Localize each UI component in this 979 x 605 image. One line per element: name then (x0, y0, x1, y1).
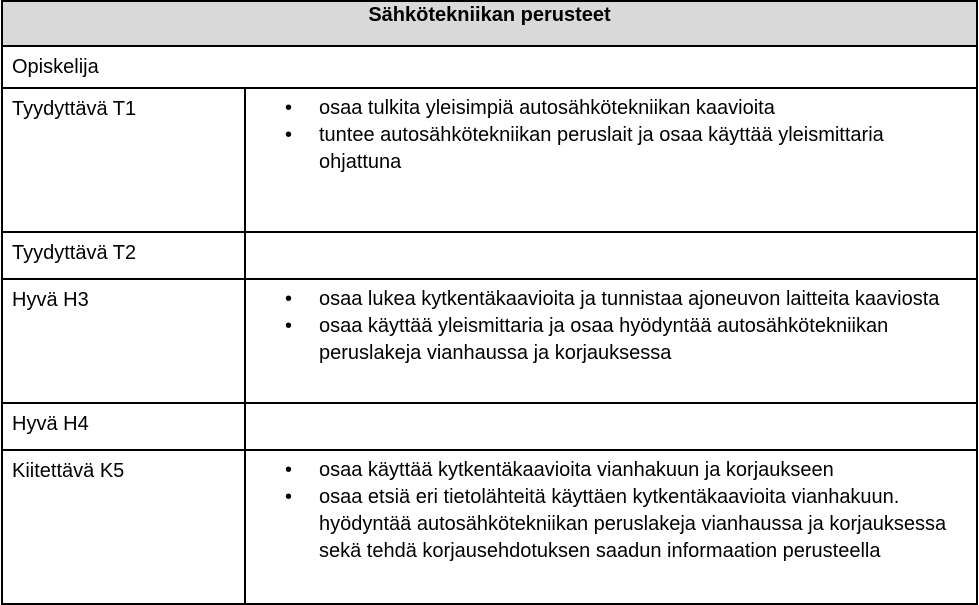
bullet-icon: • (285, 315, 293, 337)
criterion-text: osaa käyttää kytkentäkaavioita vianhakuun ja korjaukseen (319, 459, 834, 481)
bullet-icon: • (285, 288, 293, 310)
bullet-icon: • (285, 124, 293, 146)
bullet-icon: • (285, 459, 293, 481)
table-row (2, 450, 977, 604)
list-item (246, 484, 966, 565)
table-row (2, 88, 977, 232)
grade-label: Tyydyttävä T2 (2, 232, 245, 279)
table-title: Sähkötekniikan perusteet (2, 1, 977, 46)
table-row (2, 279, 977, 403)
criteria-cell (245, 279, 977, 403)
list-item (246, 122, 966, 176)
criteria-cell-empty (245, 232, 977, 279)
table-row (2, 232, 977, 279)
list-item (246, 313, 966, 367)
list-item (246, 286, 966, 313)
grade-label: Tyydyttävä T1 (2, 88, 245, 232)
grading-criteria-table (1, 0, 978, 605)
bullet-icon: • (285, 97, 293, 119)
criteria-list (246, 286, 966, 367)
list-item (246, 95, 966, 122)
grade-label: Hyvä H3 (2, 279, 245, 403)
table-row (2, 403, 977, 450)
criteria-cell (245, 450, 977, 604)
criteria-list (246, 95, 966, 176)
criterion-text: osaa tulkita yleisimpiä autosähkötekniikan kaavioita (319, 97, 775, 119)
table-header-row (2, 1, 977, 46)
criterion-text: tuntee autosähkötekniikan peruslait ja osaa käyttää yleismittaria ohjattuna (319, 124, 884, 173)
criteria-cell (245, 88, 977, 232)
criteria-cell-empty (245, 403, 977, 450)
list-item (246, 457, 966, 484)
criterion-text: osaa lukea kytkentäkaavioita ja tunnistaa ajoneuvon laitteita kaaviosta (319, 288, 940, 310)
bullet-icon: • (285, 486, 293, 508)
grade-label: Hyvä H4 (2, 403, 245, 450)
student-label: Opiskelija (2, 46, 977, 88)
criterion-text: osaa etsiä eri tietolähteitä käyttäen kytkentäkaavioita vianhakuun. hyödyntää autosähkötekniikan peruslakeja vianhaussa ja korjauksessa sekä tehdä korjausehdotuksen saadun informaation perusteella (319, 486, 947, 562)
criteria-list (246, 457, 966, 565)
grade-label: Kiitettävä K5 (2, 450, 245, 604)
criterion-text: osaa käyttää yleismittaria ja osaa hyödyntää autosähkötekniikan peruslakeja vianhaussa ja korjauksessa (319, 315, 889, 364)
student-row (2, 46, 977, 88)
